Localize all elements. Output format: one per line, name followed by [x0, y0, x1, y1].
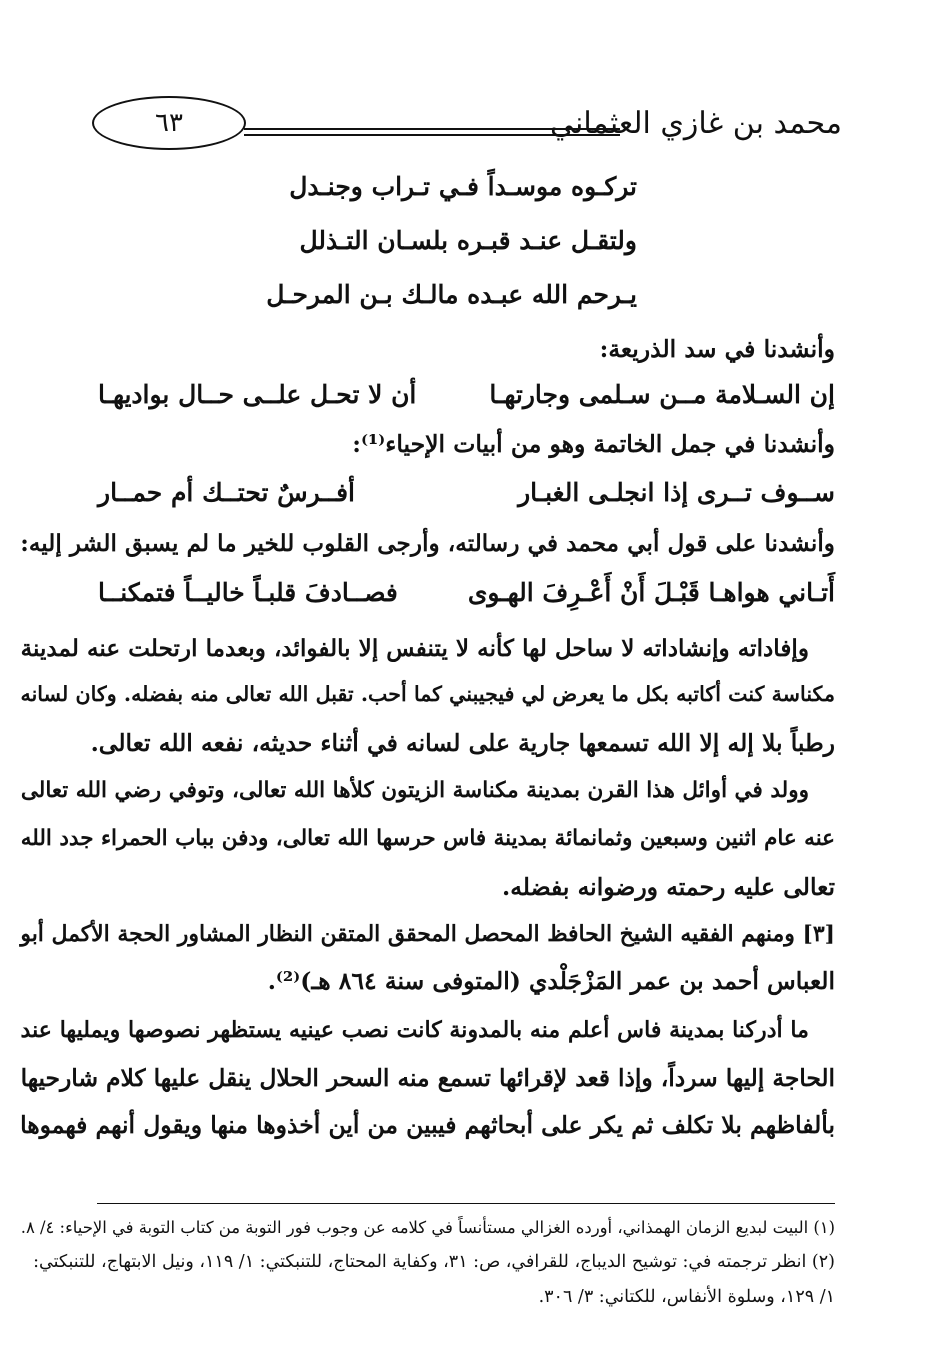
body-line: [٣] ومنهم الفقيه الشيخ الحافظ المحصل المحقق المتقن النظار المشاور الحجة الأكمل أبو	[20, 921, 835, 947]
body-line: الحاجة إليها سرداً، وإذا قعد لإقرائها تسمع منه السحر الحلال ينقل عليها كلام شارحيها	[20, 1064, 835, 1092]
intro-line: وأنشدنا في سد الذريعة:	[599, 335, 835, 363]
body-line: مكناسة كنت أكاتبه بكل ما يعرض لي فيجيبني كما أحب. تقبل الله تعالى منه بفضله. وكان لسانه	[20, 682, 835, 706]
body-line: رطباً بلا إله إلا الله تسمعها جارية على لسانه في أثناء حديثه، نفعه الله تعالى.	[90, 729, 835, 757]
running-title: محمد بن غازي العثماني	[550, 106, 842, 141]
footnote-line: (٢) انظر ترجمته في: توشيح الديباج، للقرافي، ص: ٣١، وكفاية المحتاج، للتنبكتي: ١/ ١١٩، ونيل الابتهاج، للتنبكتي:	[33, 1252, 835, 1272]
verse-hemistich-right: ســوف تــرى إذا انجلـى الغبـار	[518, 478, 835, 507]
body-line: وولد في أوائل هذا القرن بمدينة مكناسة الزيتون كلأها الله تعالى، وتوفي رضي الله تعالى	[20, 778, 809, 803]
page-header	[92, 92, 842, 162]
poem-line: تركـوه موسـداً فـي تـراب وجنـدل	[289, 172, 637, 201]
body-line: بألفاظهم بلا تكلف ثم يكر على أبحاثهم فيبين من أين أخذوها منها ويقول أنهم فهموها	[20, 1111, 835, 1139]
body-line: عنه عام اثنين وسبعين وثمانمائة بمدينة فاس حرسها الله تعالى، ودفن بباب الحمراء جدد الله	[20, 826, 835, 851]
intro-line: وأنشدنا في جمل الخاتمة وهو من أبيات الإحياء⁽¹⁾:	[352, 430, 835, 458]
body-line: العباس أحمد بن عمر المَزْجَلْدي (المتوفى سنة ٨٦٤ هـ)⁽²⁾.	[267, 967, 835, 995]
body-line: وإفاداته وإنشاداته لا ساحل لها كأنه لا يتنفس إلا بالفوائد، وبعدما ارتحلت عنه لمدينة	[20, 635, 809, 662]
verse-hemistich-right: إن السـلامة مــن سـلمى وجارتهـا	[489, 380, 835, 409]
footnote-line: ١/ ١٢٩، وسلوة الأنفاس، للكتاني: ٣/ ٣٠٦.	[538, 1287, 835, 1307]
body-line: ما أدركنا بمدينة فاس أعلم منه بالمدونة كانت نصب عينيه يستظهر نصوصها ويمليها عند	[20, 1017, 809, 1043]
intro-line: وأنشدنا على قول أبي محمد في رسالته، وأرجى القلوب للخير ما لم يسبق الشر إليه:	[20, 530, 835, 557]
verse-hemistich-left: فصــادفَ قلبـاً خاليــاً فتمكنــا	[98, 578, 398, 607]
verse-hemistich-right: أَتـاني هواهـا قَبْـلَ أَنْ أَعْـرِفَ الهـوى	[467, 578, 835, 607]
verse-hemistich-left: أن لا تحـل علــى حــال بواديهـا	[98, 380, 417, 409]
verse-hemistich-left: أفــرسٌ تحتــك أم حمــار	[98, 478, 355, 507]
poem-line: يـرحم الله عبـده مالـك بـن المرحـل	[266, 280, 637, 309]
header-rule	[244, 128, 620, 136]
footnote-line: (١) البيت لبديع الزمان الهمذاني، أورده الغزالي مستأنساً في كلامه عن وجوب فور التوبة من كتاب التوبة في الإحياء: ٤/ ٨.	[20, 1218, 835, 1237]
footnote-separator	[97, 1203, 835, 1204]
page-number: ٦٣	[92, 96, 246, 150]
poem-line: ولتقـل عنـد قبـره بلسـان التـذلل	[299, 226, 637, 255]
body-line: تعالى عليه رحمته ورضوانه بفضله.	[502, 873, 835, 901]
